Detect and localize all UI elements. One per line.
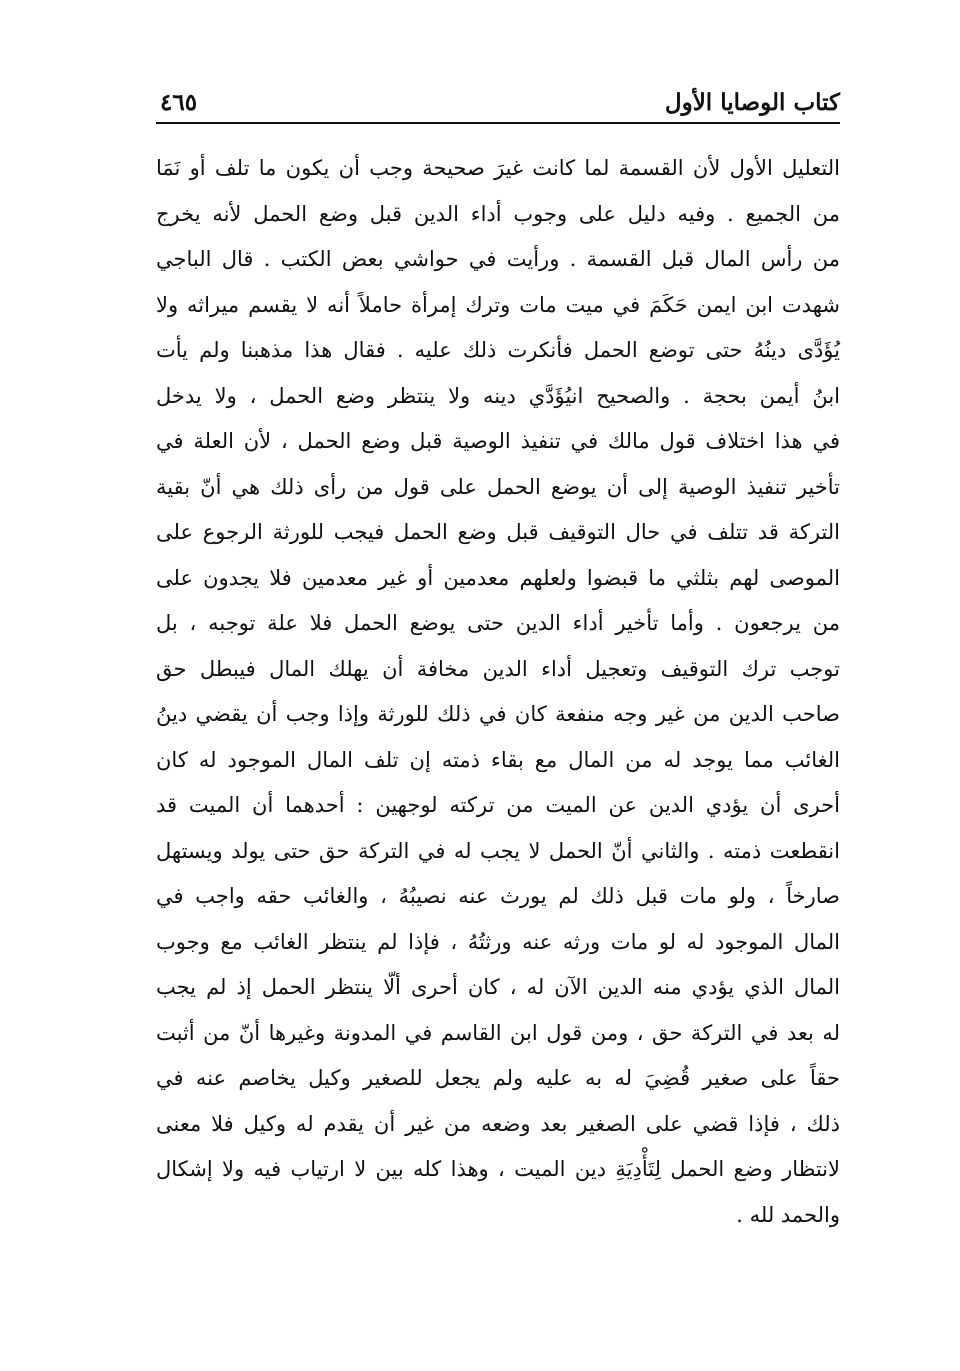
text-line: التعليل الأول لأن القسمة لما كانت غيرَ صحيحة وجب أن يكون ما تلف أو نَمَا <box>156 156 840 180</box>
text-line: أحرى أن يؤدي الدين عن الميت من تركته لوجهين : أحدهما أن الميت قد <box>156 793 840 817</box>
text-line: الغائب مما يوجد له من المال مع بقاء ذمته إن تلف المال الموجود له كان <box>156 747 840 772</box>
text-line: المال الموجود له لو مات ورثه عنه ورثتُهُ ، فإذا لم ينتظر الغائب مع وجوب <box>156 929 840 954</box>
text-line: ابنُ أيمن بحجة . والصحيح انيُؤَدَّي دينه ولا ينتظر وضع الحمل ، ولا يدخل <box>156 383 840 408</box>
text-line: توجب ترك التوقيف وتعجيل أداء الدين مخافة أن يهلك المال فيبطل حق <box>156 656 840 681</box>
text-line: الموصى لهم بثلثي ما قبضوا ولعلهم معدمين أو غير معدمين فلا يجدون على <box>156 565 840 590</box>
page-number: ٤٦٥ <box>160 89 198 116</box>
text-line: في هذا اختلاف قول مالك في تنفيذ الوصية قبل وضع الحمل ، لأن العلة في <box>156 429 840 453</box>
text-line: المال الذي يؤدي منه الدين الآن له ، كان أحرى ألّا ينتظر الحمل إذ لم يجب <box>156 975 840 999</box>
text-line: لانتظار وضع الحمل لِتَأْدِيَةِ دين الميت ، وهذا كله بين لا ارتياب فيه ولا إشكال <box>156 1157 840 1181</box>
text-line: من رأس المال قبل القسمة . ورأيت في حواشي بعض الكتب . قال الباجي <box>156 247 840 271</box>
text-line: له بعد في التركة حق ، ومن قول ابن القاسم في المدونة وغيرها أنّ من أثبت <box>156 1020 840 1045</box>
page-header <box>156 86 840 120</box>
text-line: ذلك ، فإذا قضي على الصغير بعد وضعه من غير أن يقدم له وكيل فلا معنى <box>156 1111 840 1136</box>
text-line: من يرجعون . وأما تأخير أداء الدين حتى يوضع الحمل فلا علة توجبه ، بل <box>156 611 840 635</box>
body-text <box>156 146 840 1238</box>
text-line: حقاً على صغير قُضِيَ له به عليه ولم يجعل للصغير وكيل يخاصم عنه في <box>156 1066 840 1090</box>
text-line: يُؤَدَّى دينُهُ حتى توضع الحمل فأنكرت ذلك عليه . فقال هذا مذهبنا ولم يأت <box>156 338 840 362</box>
text-line: شهدت ابن ايمن حَكَمَ في ميت مات وترك إمرأة حاملاً أنه لا يقسم ميراثه ولا <box>156 292 840 317</box>
text-line: التركة قد تتلف في حال التوقيف قبل وضع الحمل فيجب للورثة الرجوع على <box>156 520 840 544</box>
text-line: والحمد لله . <box>736 1202 840 1227</box>
header-rule <box>156 122 840 124</box>
text-line: تأخير تنفيذ الوصية إلى أن يوضع الحمل على قول من رأى ذلك هي أنّ بقية <box>156 474 840 499</box>
text-line: صارخاً ، ولو مات قبل ذلك لم يورث عنه نصيبُهُ ، والغائب حقه واجب في <box>156 884 840 908</box>
text-line: انقطعت ذمته . والثاني أنّ الحمل لا يجب له في التركة حق حتى يولد ويستهل <box>156 838 840 863</box>
running-title: كتاب الوصايا الأول <box>664 89 840 116</box>
text-line: من الجميع . وفيه دليل على وجوب أداء الدين قبل وضع الحمل لأنه يخرج <box>156 201 840 226</box>
text-line: صاحب الدين من غير وجه منفعة كان في ذلك للورثة وإذا وجب أن يقضي دينُ <box>156 702 840 726</box>
